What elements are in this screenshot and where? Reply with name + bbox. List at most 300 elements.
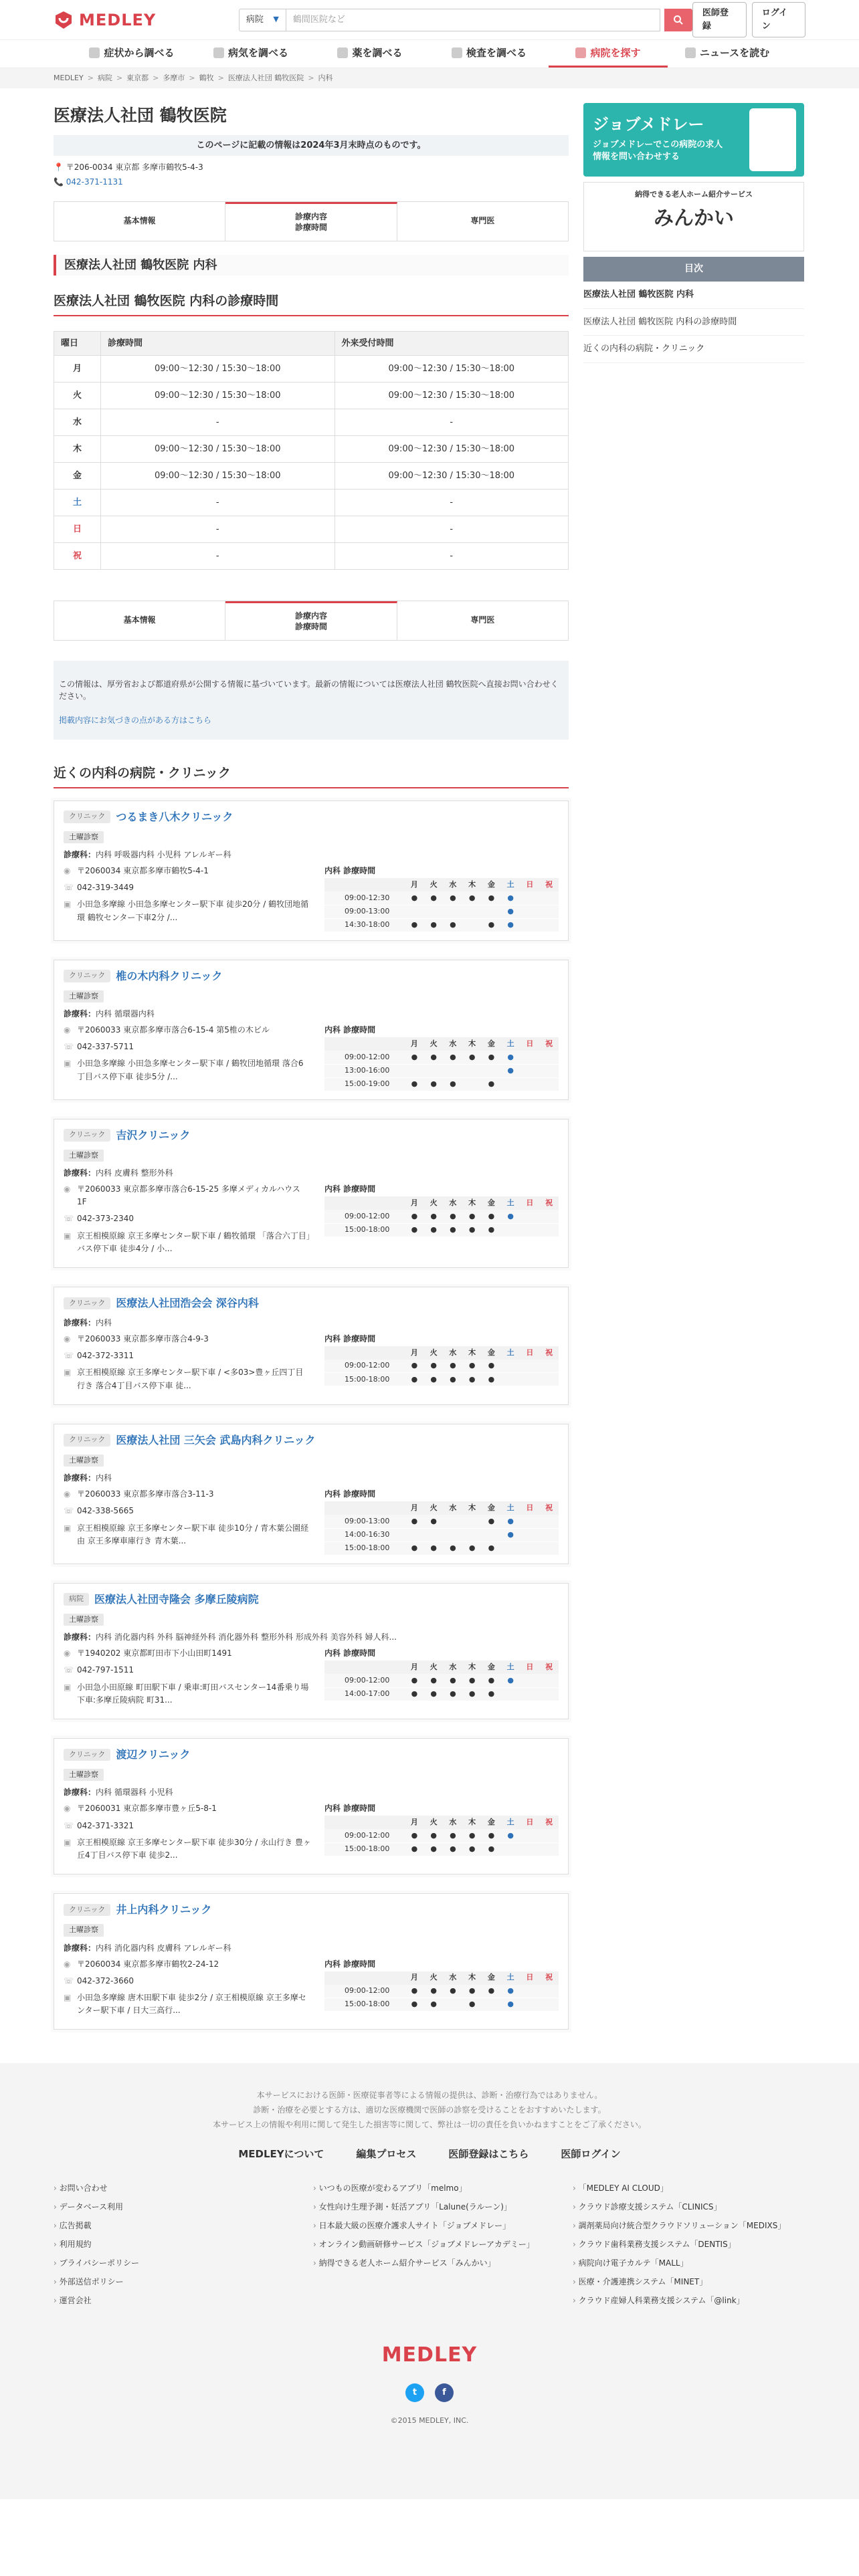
mini-day: 水 — [444, 1501, 463, 1515]
schedule-mark: ● — [501, 905, 520, 918]
breadcrumb-item[interactable]: 鶴牧 — [199, 73, 214, 82]
news-icon — [685, 47, 696, 58]
mini-day: 火 — [424, 1037, 444, 1051]
clinic-address: 〒2060033 東京都多摩市落合6-15-4 第5椎の木ビル — [77, 1025, 270, 1035]
facebook-icon[interactable]: f — [435, 2383, 454, 2402]
schedule-mark — [462, 918, 482, 932]
ad-title: ジョブメドレー — [593, 115, 704, 134]
footer-item[interactable]: › 広告掲載 — [54, 2220, 286, 2232]
phone-icon: ☏ — [64, 1506, 74, 1516]
footer-link[interactable]: 医師登録はこちら — [448, 2148, 529, 2161]
footer-item[interactable]: › オンライン動画研修サービス「ジョブメドレーアカデミー」 — [313, 2238, 546, 2250]
mini-schedule — [324, 1660, 559, 1701]
book-icon — [213, 47, 224, 58]
search-category-select[interactable] — [239, 9, 286, 31]
schedule-mark: ● — [501, 1051, 520, 1064]
clinic-phone: 042-338-5665 — [77, 1506, 134, 1516]
clinic-name-link[interactable]: 吉沢クリニック — [116, 1128, 191, 1142]
toc-item[interactable]: 近くの内科の病院・クリニック — [583, 336, 804, 363]
breadcrumb-item[interactable]: MEDLEY — [54, 73, 84, 82]
mini-day: 木 — [462, 1037, 482, 1051]
mini-day: 土 — [501, 878, 520, 891]
nearby-clinic-card — [54, 1893, 569, 2030]
breadcrumb-item[interactable]: 東京都 — [126, 73, 149, 82]
twitter-icon[interactable]: t — [405, 2383, 424, 2402]
mini-title: 内科 診療時間 — [324, 1804, 376, 1814]
schedule-mark: ● — [405, 1829, 424, 1842]
breadcrumb-item[interactable]: 病院 — [97, 73, 112, 82]
clinic-phone: 042-319-3449 — [77, 883, 134, 893]
nearby-clinic-card — [54, 1583, 569, 1719]
day-cell: 火 — [54, 383, 101, 409]
schedule-mark: ● — [444, 1373, 463, 1386]
toc-item[interactable]: 医療法人社団 鶴牧医院 内科 — [583, 282, 804, 309]
schedule-mark — [520, 1842, 540, 1856]
info-date-note: このページに記載の情報は2024年3月末時点のものです。 — [54, 135, 569, 156]
phone-icon: ☏ — [64, 1214, 74, 1224]
footer-item[interactable]: › クラウド診療支援システム「CLINICS」 — [573, 2201, 805, 2213]
sidebar — [583, 103, 804, 2048]
clinic-phone: 042-372-3311 — [77, 1351, 134, 1361]
schedule-mark — [501, 1373, 520, 1386]
schedule-mark — [539, 1687, 559, 1701]
reception-cell: 09:00〜12:30 / 15:30〜18:00 — [335, 383, 569, 409]
nearby-clinic-card — [54, 960, 569, 1100]
pill-icon — [337, 47, 348, 58]
schedule-mark: ● — [424, 1998, 444, 2012]
dept-list: 内科 循環器内科 — [96, 1009, 155, 1018]
schedule-mark: ● — [405, 1674, 424, 1687]
mini-day: 火 — [424, 1196, 444, 1210]
schedule-mark: ● — [482, 1541, 501, 1555]
clinic-name-link[interactable]: 渡辺クリニック — [116, 1747, 191, 1761]
mini-day: 木 — [462, 878, 482, 891]
schedule-mark: ● — [482, 1223, 501, 1237]
nav-label: 病院を探す — [590, 46, 641, 59]
nav-label: 病気を調べる — [227, 46, 288, 59]
time-slot: 15:00-18:00 — [324, 1998, 405, 2012]
mini-day: 日 — [520, 878, 540, 891]
mini-day: 火 — [424, 1971, 444, 1985]
nearby-clinic-card — [54, 1738, 569, 1874]
phone-icon: ☏ — [64, 1665, 74, 1675]
toc-item[interactable]: 医療法人社団 鶴牧医院 内科の診療時間 — [583, 309, 804, 336]
clinic-name-link[interactable]: 椎の木内科クリニック — [116, 969, 223, 982]
dept-label: 診療科： — [64, 850, 96, 859]
phone-icon: ☏ — [64, 1820, 74, 1830]
nav-news[interactable] — [668, 40, 787, 68]
dept-list: 内科 皮膚科 整形外科 — [96, 1168, 173, 1178]
mini-title: 内科 診療時間 — [324, 1333, 376, 1344]
mini-day: 水 — [444, 1971, 463, 1985]
mini-day: 金 — [482, 878, 501, 891]
notice-text: この情報は、厚労省および都道府県が公開する情報に基づいています。最新の情報については医療法人社団 鶴牧医院へ直接お問い合わせください。 — [59, 679, 559, 701]
mini-day: 祝 — [539, 1196, 559, 1210]
reception-cell: 09:00〜12:30 / 15:30〜18:00 — [335, 436, 569, 463]
phone-icon: ☏ — [64, 1351, 74, 1361]
reception-cell: 09:00〜12:30 / 15:30〜18:00 — [335, 463, 569, 490]
schedule-mark — [501, 1687, 520, 1701]
schedule-mark: ● — [462, 1829, 482, 1842]
location-pin-icon: ◉ — [64, 866, 71, 875]
location-pin-icon: ◉ — [64, 1489, 71, 1499]
saturday-tag: 土曜診察 — [64, 1769, 104, 1782]
schedule-mark: ● — [482, 1515, 501, 1528]
hours-cell: - — [101, 409, 335, 436]
schedule-mark: ● — [405, 1842, 424, 1856]
train-icon: ▣ — [64, 1059, 72, 1069]
schedule-mark: ● — [462, 1373, 482, 1386]
schedule-mark — [424, 1528, 444, 1541]
time-slot: 09:00-12:00 — [324, 1051, 405, 1064]
nearby-title: 近くの内科の病院・クリニック — [54, 764, 569, 788]
tab-specialists[interactable]: 専門医 — [470, 216, 495, 226]
schedule-mark — [444, 905, 463, 918]
facility-type-badge: クリニック — [64, 1434, 110, 1446]
footer-item[interactable]: › 運営会社 — [54, 2294, 286, 2306]
time-slot: 15:00-18:00 — [324, 1842, 405, 1856]
schedule-mark: ● — [482, 1842, 501, 1856]
schedule-mark: ● — [482, 918, 501, 932]
hours-title: 医療法人社団 鶴牧医院 内科の診療時間 — [54, 292, 569, 316]
time-slot: 15:00-18:00 — [324, 1373, 405, 1386]
minkai-banner[interactable] — [583, 182, 804, 251]
dept-label: 診療科： — [64, 1632, 96, 1642]
schedule-mark: ● — [482, 1373, 501, 1386]
day-cell: 水 — [54, 409, 101, 436]
schedule-mark — [539, 918, 559, 932]
footer-item[interactable]: › いつもの医療が変わるアプリ「melmo」 — [313, 2182, 546, 2194]
schedule-mark — [520, 1210, 540, 1223]
hours-row — [54, 543, 569, 570]
mini-schedule — [324, 1501, 559, 1555]
schedule-mark: ● — [424, 1515, 444, 1528]
mini-row — [324, 1829, 559, 1842]
footer-item[interactable]: › クラウド産婦人科業務支援システム「@link」 — [573, 2294, 805, 2306]
saturday-tag: 土曜診察 — [64, 831, 104, 844]
mini-schedule — [324, 1971, 559, 2012]
mini-day: 月 — [405, 1816, 424, 1829]
info-notice — [54, 661, 569, 740]
tab-hours[interactable]: 診療内容 診療時間 — [225, 601, 397, 640]
schedule-mark — [482, 1064, 501, 1077]
clinic-name-link[interactable]: 医療法人社団寺隆会 多摩丘陵病院 — [94, 1592, 259, 1606]
medley-logo-icon — [54, 10, 74, 30]
footer-item[interactable]: › クラウド歯科業務支援システム「DENTIS」 — [573, 2238, 805, 2250]
mini-title: 内科 診療時間 — [324, 1184, 376, 1194]
footer-link[interactable]: MEDLEYについて — [238, 2148, 324, 2161]
mini-title: 内科 診療時間 — [324, 1489, 376, 1499]
time-slot: 14:30-18:00 — [324, 918, 405, 932]
tab-basic-info[interactable]: 基本情報 — [54, 202, 225, 241]
schedule-mark: ● — [424, 1985, 444, 1998]
schedule-mark — [520, 1829, 540, 1842]
time-slot: 15:00-18:00 — [324, 1541, 405, 1555]
clinic-name-link[interactable]: 医療法人社団浩会会 深谷内科 — [116, 1296, 259, 1309]
schedule-mark: ● — [501, 1674, 520, 1687]
location-pin-icon: ◉ — [64, 1959, 71, 1969]
schedule-mark — [520, 1360, 540, 1373]
clinic-address: 〒2060033 東京都多摩市落合6-15-25 多摩メディカルハウス 1F — [77, 1184, 300, 1207]
footer-item[interactable]: › 納得できる老人ホーム紹介サービス「みんかい」 — [313, 2257, 546, 2269]
mini-row — [324, 905, 559, 918]
footer-item[interactable]: › 外部送信ポリシー — [54, 2276, 286, 2288]
footer-item[interactable]: › 利用規約 — [54, 2238, 286, 2250]
mini-day: 月 — [405, 1501, 424, 1515]
schedule-mark — [539, 1674, 559, 1687]
train-icon: ▣ — [64, 1230, 72, 1241]
day-cell: 木 — [54, 436, 101, 463]
breadcrumb-item[interactable]: 医療法人社団 鶴牧医院 — [227, 73, 304, 82]
reception-cell: - — [335, 516, 569, 543]
footer-item[interactable]: › 医療・介護連携システム「MINET」 — [573, 2276, 805, 2288]
clinic-name-link[interactable]: つるまき八木クリニック — [116, 810, 233, 823]
mini-day: 祝 — [539, 1346, 559, 1360]
schedule-mark — [405, 1528, 424, 1541]
hours-row — [54, 436, 569, 463]
schedule-mark — [501, 1223, 520, 1237]
jobmedley-banner[interactable] — [583, 103, 804, 177]
mini-day: 土 — [501, 1660, 520, 1674]
location-pin-icon: 📍 — [54, 163, 64, 172]
th-reception: 外来受付時間 — [335, 331, 569, 356]
toc-header: 目次 — [583, 257, 804, 282]
mini-row — [324, 1674, 559, 1687]
page-tabs-bottom — [54, 601, 569, 641]
saturday-tag: 土曜診察 — [64, 990, 104, 1003]
schedule-mark: ● — [444, 1674, 463, 1687]
breadcrumb: MEDLEY > 病院 > 東京都 > 多摩市 > 鶴牧 > 医療法人社団 鶴牧医院 > 内科 — [0, 68, 859, 88]
schedule-mark — [539, 1360, 559, 1373]
location-pin-icon: ◉ — [64, 1804, 71, 1814]
schedule-mark — [520, 1051, 540, 1064]
schedule-mark — [539, 1077, 559, 1091]
schedule-mark: ● — [405, 1998, 424, 2012]
hours-cell: - — [101, 543, 335, 570]
footer-item[interactable]: › 調剤薬局向け統合型クラウドソリューション「MEDIXS」 — [573, 2220, 805, 2232]
nearby-clinic-card — [54, 1424, 569, 1564]
mini-day: 木 — [462, 1816, 482, 1829]
mini-schedule — [324, 878, 559, 932]
mini-title: 内科 診療時間 — [324, 1648, 376, 1658]
dept-list: 内科 呼吸器内科 小児科 アレルギー科 — [96, 850, 231, 859]
schedule-mark — [405, 905, 424, 918]
phone-icon: ☏ — [64, 883, 74, 893]
mini-day: 日 — [520, 1660, 540, 1674]
page-title: 医療法人社団 鶴牧医院 — [54, 106, 227, 125]
schedule-mark — [462, 1515, 482, 1528]
mini-title: 内科 診療時間 — [324, 1025, 376, 1035]
day-cell: 土 — [54, 490, 101, 516]
schedule-mark: ● — [405, 1360, 424, 1373]
schedule-mark — [462, 1064, 482, 1077]
schedule-mark: ● — [405, 1077, 424, 1091]
clinic-phone: 042-337-5711 — [77, 1042, 134, 1052]
mini-row — [324, 1687, 559, 1701]
schedule-mark: ● — [424, 918, 444, 932]
footer-logo[interactable]: MEDLEY — [381, 2343, 478, 2367]
clinic-access: 京王相模原線 京王多摩センター駅下車 徒歩30分 / 永山行き 豊ヶ丘4丁目バス停下車 徒歩2... — [77, 1837, 311, 1860]
mini-day: 火 — [424, 1501, 444, 1515]
search-input[interactable]: 鶴間医院など — [286, 9, 660, 31]
schedule-mark: ● — [462, 1223, 482, 1237]
schedule-mark — [482, 905, 501, 918]
nearby-clinic-card — [54, 1287, 569, 1405]
clinic-name-link[interactable]: 井上内科クリニック — [116, 1903, 212, 1917]
mini-row — [324, 1223, 559, 1237]
ad-brand: みんかい — [654, 206, 734, 230]
mini-row — [324, 1842, 559, 1856]
hours-row — [54, 516, 569, 543]
footer-item[interactable]: › 日本最大級の医療介護求人サイト「ジョブメドレー」 — [313, 2220, 546, 2232]
mini-day: 金 — [482, 1971, 501, 1985]
schedule-mark — [520, 918, 540, 932]
mini-day: 水 — [444, 878, 463, 891]
nav-label: 症状から調べる — [104, 46, 175, 59]
schedule-mark: ● — [482, 1674, 501, 1687]
time-slot: 15:00-18:00 — [324, 1223, 405, 1237]
reception-cell: - — [335, 490, 569, 516]
schedule-mark — [424, 1064, 444, 1077]
clinic-phone: 042-797-1511 — [77, 1665, 134, 1675]
mini-day: 木 — [462, 1660, 482, 1674]
schedule-mark: ● — [462, 1210, 482, 1223]
dept-label: 診療科： — [64, 1473, 96, 1483]
nav-symptoms[interactable] — [72, 40, 191, 68]
facility-type-badge: 病院 — [64, 1593, 89, 1606]
day-cell: 金 — [54, 463, 101, 490]
time-slot: 09:00-13:00 — [324, 1515, 405, 1528]
disclaimer-line: 診断・治療を必要とする方は、適切な医療機関で医師の診察を受けることをおすすめいたします。 — [253, 2105, 606, 2115]
clinic-access: 小田急多摩線 唐木田駅下車 徒歩2分 / 京王相模原線 京王多摩センター駅下車 / 日大三高行... — [77, 1993, 306, 2016]
schedule-mark: ● — [405, 1223, 424, 1237]
hours-cell: 09:00〜12:30 / 15:30〜18:00 — [101, 436, 335, 463]
mini-day: 水 — [444, 1037, 463, 1051]
hours-row — [54, 409, 569, 436]
search-button[interactable] — [664, 9, 692, 31]
tab-specialists[interactable]: 専門医 — [470, 615, 495, 625]
logo[interactable] — [54, 8, 219, 32]
footer-link[interactable]: 医師ログイン — [561, 2148, 621, 2161]
mini-day: 火 — [424, 878, 444, 891]
search-icon — [673, 15, 684, 25]
mini-day: 土 — [501, 1196, 520, 1210]
schedule-mark: ● — [482, 1210, 501, 1223]
login-button[interactable]: ログイン — [752, 2, 805, 37]
clinic-access: 小田急多摩線 小田急多摩センター駅下車 / 鶴牧団地循環 落合6丁目バス停下車 徒歩5分 /... — [77, 1059, 304, 1081]
clinic-name-link[interactable]: 医療法人社団 三矢会 武島内科クリニック — [116, 1433, 316, 1446]
th-day: 曜日 — [54, 331, 101, 356]
footer-item[interactable]: › 「MEDLEY AI CLOUD」 — [573, 2182, 805, 2194]
report-link[interactable]: 掲載内容にお気づきの点がある方はこちら — [59, 716, 212, 725]
schedule-mark: ● — [501, 891, 520, 905]
schedule-mark: ● — [501, 1064, 520, 1077]
schedule-mark — [444, 1064, 463, 1077]
phone-icon: ☏ — [64, 1042, 74, 1052]
mini-day: 木 — [462, 1196, 482, 1210]
schedule-mark — [520, 1373, 540, 1386]
clinic-address: 〒206-0034 東京都 多摩市鶴牧5-4-3 — [66, 163, 203, 172]
mini-row — [324, 1210, 559, 1223]
mini-day: 木 — [462, 1501, 482, 1515]
mini-day: 日 — [520, 1037, 540, 1051]
mini-day: 祝 — [539, 1501, 559, 1515]
mini-day: 祝 — [539, 1037, 559, 1051]
mini-row — [324, 918, 559, 932]
mini-row — [324, 1373, 559, 1386]
register-button[interactable]: 医師登録 — [692, 2, 747, 37]
breadcrumb-item[interactable]: 多摩市 — [163, 73, 185, 82]
clinic-address: 〒1940202 東京都町田市下小山田町1491 — [77, 1648, 232, 1658]
time-slot: 09:00-12:00 — [324, 1985, 405, 1998]
schedule-mark: ● — [462, 1360, 482, 1373]
schedule-mark: ● — [501, 1528, 520, 1541]
clinic-address: 〒2060033 東京都多摩市落合3-11-3 — [77, 1489, 214, 1499]
mini-day: 金 — [482, 1037, 501, 1051]
tab-hours[interactable]: 診療内容 診療時間 — [225, 202, 397, 241]
clinic-access: 京王相模原線 京王多摩センター駅下車 / <多03>豊ヶ丘四丁目行き 落合4丁目バス停下車 徒... — [77, 1368, 304, 1390]
mini-schedule — [324, 1196, 559, 1237]
footer-link[interactable]: 編集プロセス — [356, 2148, 417, 2161]
dept-label: 診療科： — [64, 1788, 96, 1798]
mini-row — [324, 1528, 559, 1541]
footer-item[interactable]: › データベース利用 — [54, 2201, 286, 2213]
schedule-mark — [539, 1829, 559, 1842]
schedule-mark — [501, 1541, 520, 1555]
footer-item[interactable]: › 女性向け生理予測・妊活アプリ「Lalune(ラルーン)」 — [313, 2201, 546, 2213]
ad-subtitle: 納得できる老人ホーム紹介サービス — [635, 190, 753, 199]
schedule-mark — [539, 1064, 559, 1077]
schedule-mark: ● — [462, 1674, 482, 1687]
footer-col-1 — [54, 2182, 286, 2313]
schedule-mark: ● — [444, 1077, 463, 1091]
schedule-mark — [520, 1528, 540, 1541]
nav-tests[interactable] — [430, 40, 549, 68]
nav-drugs[interactable] — [310, 40, 430, 68]
schedule-mark — [520, 1674, 540, 1687]
clinic-phone-link[interactable]: 042-371-1131 — [66, 177, 123, 187]
clinic-access: 京王相模原線 京王多摩センター駅下車 / 鶴牧循環 「落合六丁目」バス停下車 徒歩4分 / 小... — [77, 1230, 310, 1253]
facility-type-badge: クリニック — [64, 970, 110, 982]
dept-label: 診療科： — [64, 1943, 96, 1953]
mini-row — [324, 1077, 559, 1091]
nav-diseases[interactable] — [191, 40, 310, 68]
schedule-mark: ● — [482, 1829, 501, 1842]
facility-type-badge: クリニック — [64, 1129, 110, 1142]
mini-day: 木 — [462, 1971, 482, 1985]
train-icon: ▣ — [64, 1368, 72, 1378]
schedule-mark — [539, 1985, 559, 1998]
schedule-mark: ● — [444, 891, 463, 905]
disclaimer-line: 本サービス上の情報や利用に関して発生した損害等に関して、弊社は一切の責任を負いかねますことをご了承ください。 — [213, 2119, 646, 2129]
footer-item[interactable]: › お問い合わせ — [54, 2182, 286, 2194]
hours-cell: 09:00〜12:30 / 15:30〜18:00 — [101, 463, 335, 490]
footer-item[interactable]: › プライバシーポリシー — [54, 2257, 286, 2269]
schedule-mark — [539, 1528, 559, 1541]
schedule-mark — [539, 1842, 559, 1856]
train-icon: ▣ — [64, 1993, 72, 2003]
tab-basic-info[interactable]: 基本情報 — [54, 601, 225, 640]
footer-item[interactable]: › 病院向け電子カルテ「MALL」 — [573, 2257, 805, 2269]
location-pin-icon: ◉ — [64, 1333, 71, 1344]
time-slot: 15:00-19:00 — [324, 1077, 405, 1091]
mini-row — [324, 1515, 559, 1528]
mini-day: 日 — [520, 1816, 540, 1829]
mini-day: 火 — [424, 1660, 444, 1674]
nav-hospitals[interactable] — [549, 40, 668, 68]
dept-list: 内科 循環器科 小児科 — [96, 1788, 173, 1798]
schedule-mark — [539, 1373, 559, 1386]
